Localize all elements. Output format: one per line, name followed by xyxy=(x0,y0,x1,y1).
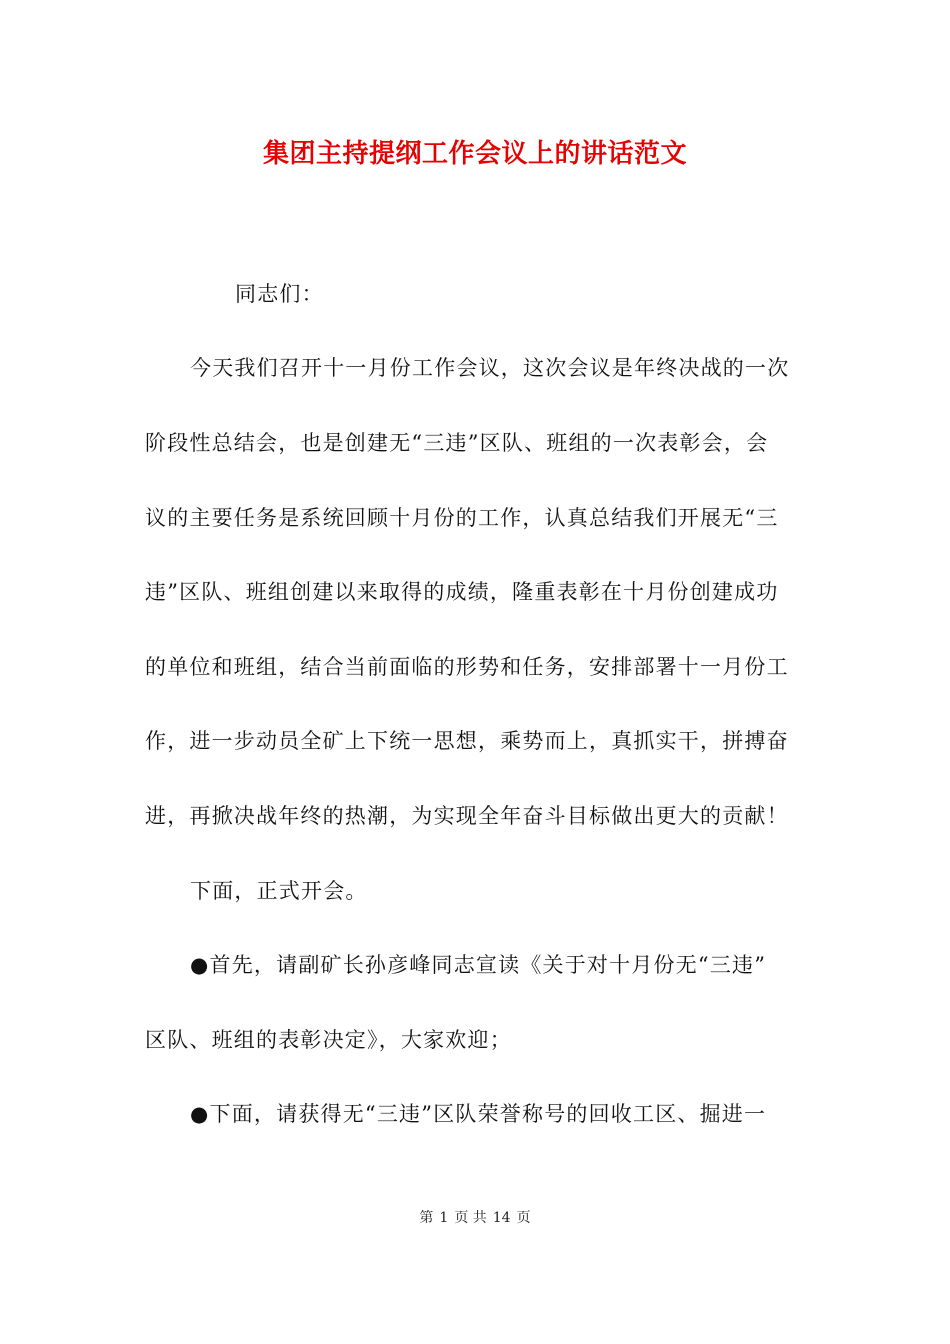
footer-prefix: 第 xyxy=(419,1210,434,1226)
salutation: 同志们： xyxy=(235,282,324,306)
paragraph-line: 下面，正式开会。 xyxy=(190,879,368,903)
paragraph-line: 阶段性总结会，也是创建无“三违”区队、班组的一次表彰会，会 xyxy=(145,431,769,455)
paragraph-line: ●首先，请副矿长孙彦峰同志宣读《关于对十月份无“三违” xyxy=(190,953,767,977)
paragraph-line: 进，再掀决战年终的热潮，为实现全年奋斗目标做出更大的贡献！ xyxy=(145,804,789,828)
paragraph-line: 区队、班组的表彰决定》，大家欢迎； xyxy=(145,1028,512,1052)
total-pages-number: 14 xyxy=(492,1210,511,1226)
paragraph-line: 今天我们召开十一月份工作会议，这次会议是年终决战的一次 xyxy=(190,356,790,380)
current-page-number: 1 xyxy=(439,1210,449,1226)
footer-middle: 页 共 xyxy=(454,1210,487,1226)
document-title: 集团主持提纲工作会议上的讲话范文 xyxy=(262,139,687,169)
paragraph-line: 违”区队、班组创建以来取得的成绩，隆重表彰在十月份创建成功 xyxy=(145,580,779,604)
paragraph-line: 的单位和班组，结合当前面临的形势和任务，安排部署十一月份工 xyxy=(145,655,789,679)
footer-suffix: 页 xyxy=(516,1210,531,1226)
paragraph-line: 作，进一步动员全矿上下统一思想，乘势而上，真抓实干，拼搏奋 xyxy=(145,729,789,753)
page-footer xyxy=(0,1208,950,1228)
paragraph-line: 议的主要任务是系统回顾十月份的工作，认真总结我们开展无“三 xyxy=(145,506,779,530)
paragraph-line: ●下面，请获得无“三违”区队荣誉称号的回收工区、掘进一 xyxy=(190,1102,767,1126)
